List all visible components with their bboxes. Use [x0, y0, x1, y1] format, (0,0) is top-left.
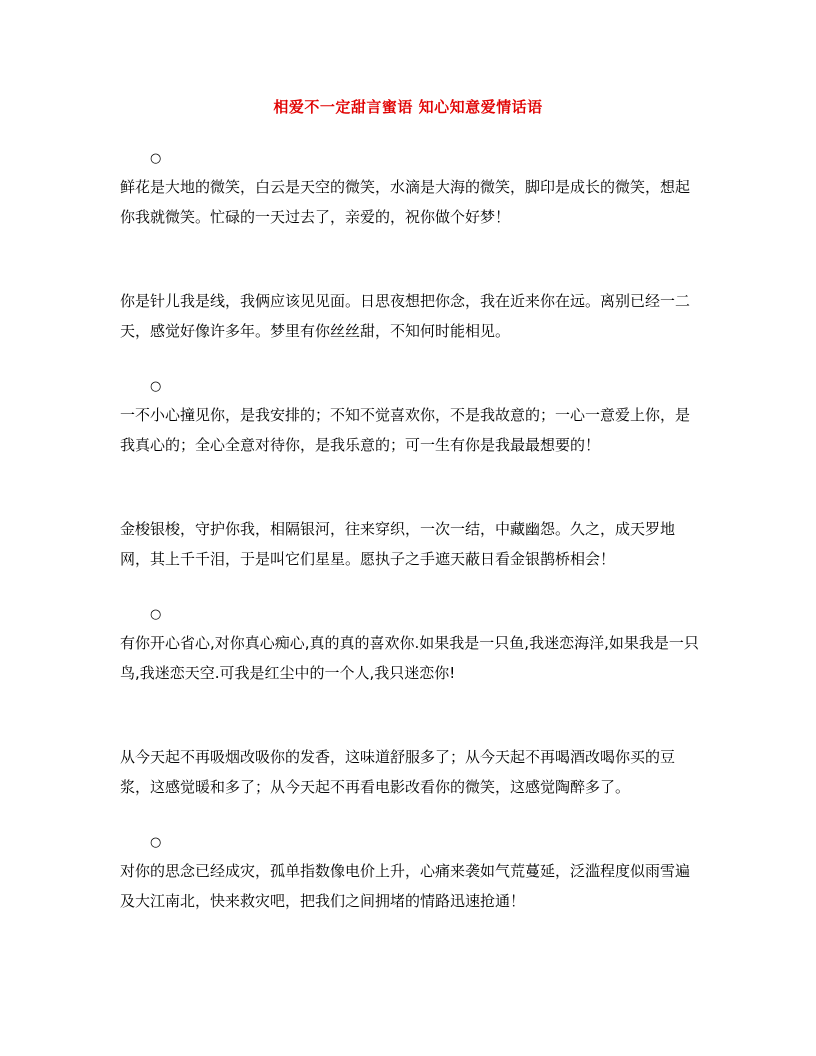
paragraph: 对你的思念已经成灾，孤单指数像电价上升，心痛来袭如气荒蔓延，泛滥程度似雨雪遍及大江南北，快来救灾吧，把我们之间拥堵的情路迅速抢通！: [120, 862, 691, 910]
paragraph: 从今天起不再吸烟改吸你的发香，这味道舒服多了；从今天起不再喝酒改喝你买的豆浆，这感觉暖和多了；从今天起不再看电影改看你的微笑，这感觉陶醉多了。: [120, 748, 676, 796]
paragraph: 金梭银梭，守护你我，相隔银河，往来穿织，一次一结，中藏幽怨。久之，成天罗地网，其上千千泪，于是叫它们星星。愿执子之手遮天蔽日看金银鹊桥相会！: [120, 520, 676, 568]
paragraph: 有你开心省心,对你真心痴心,真的真的喜欢你.如果我是一只鱼,我迷恋海洋,如果我是一只鸟,我迷恋天空.可我是红尘中的一个人,我只迷恋你!: [120, 634, 699, 682]
bullet-marker: ○: [150, 835, 162, 850]
paragraph: 你是针儿我是线，我俩应该见见面。日思夜想把你念，我在近来你在远。离别已经一二天，感觉好像许多年。梦里有你丝丝甜，不知何时能相见。: [120, 292, 691, 340]
bullet-marker: ○: [150, 379, 162, 394]
bullet-marker: ○: [150, 607, 162, 622]
paragraph: 一不小心撞见你，是我安排的；不知不觉喜欢你，不是我故意的；一心一意爱上你，是我真心的；全心全意对待你，是我乐意的；可一生有你是我最最想要的！: [120, 406, 691, 454]
paragraph: 鲜花是大地的微笑，白云是天空的微笑，水滴是大海的微笑，脚印是成长的微笑，想起你我就微笑。忙碌的一天过去了，亲爱的，祝你做个好梦！: [120, 178, 691, 226]
bullet-marker: ○: [150, 151, 162, 166]
document-title: 相爱不一定甜言蜜语 知心知意爱情话语: [273, 98, 543, 116]
